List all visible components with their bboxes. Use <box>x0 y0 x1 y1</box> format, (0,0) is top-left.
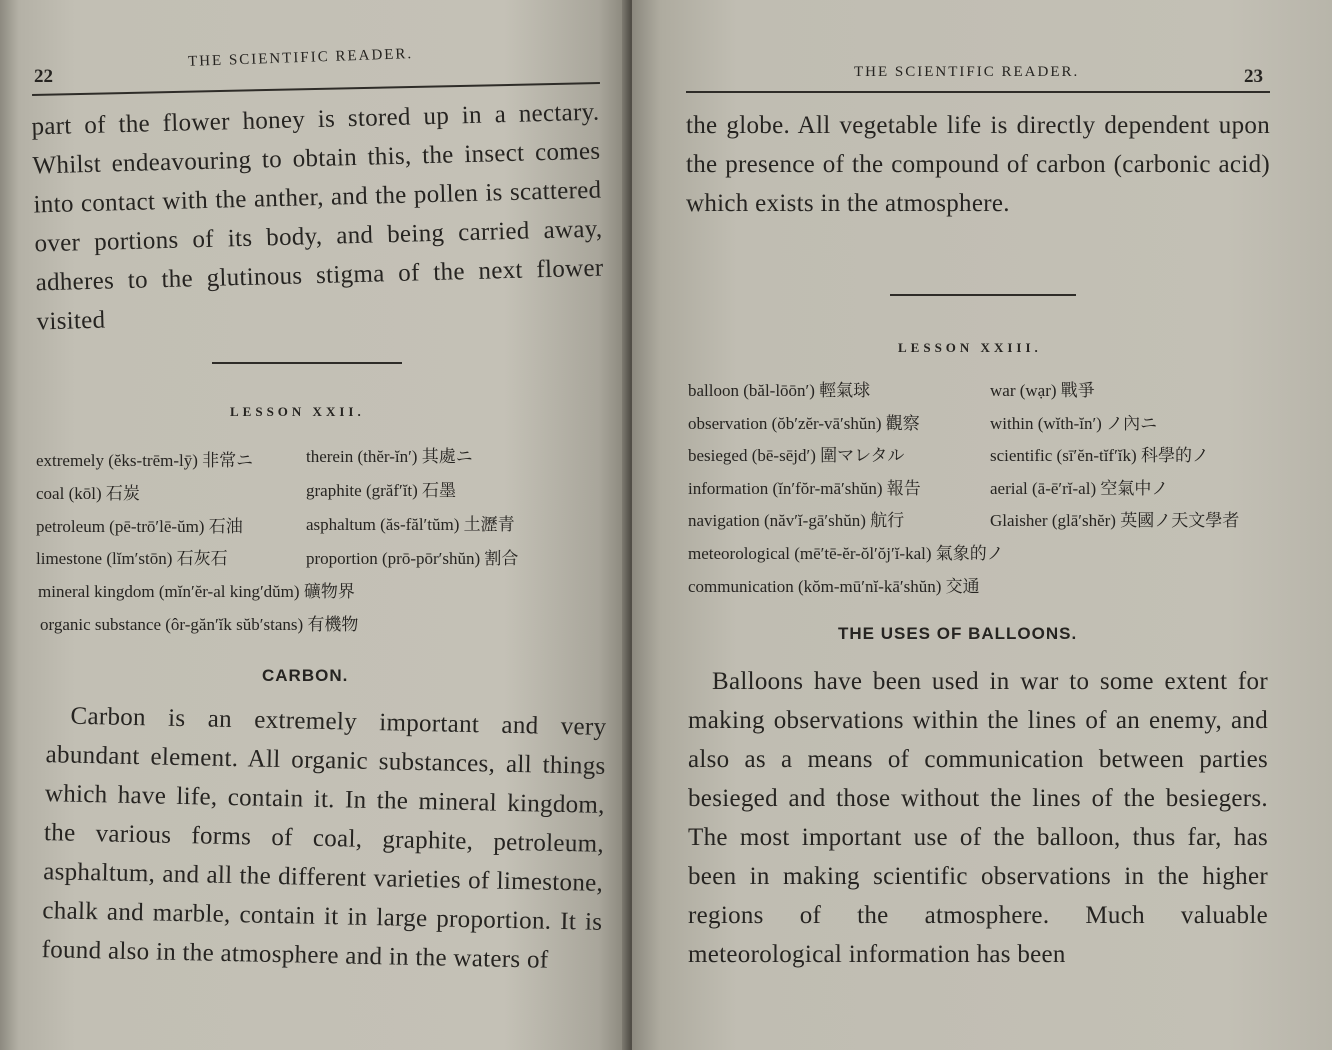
vocab-item: asphaltum (ăs-făl′tŭm) 土瀝青 <box>306 515 515 534</box>
vocab-item: limestone (lĭm′stōn) 石灰石 <box>36 549 228 568</box>
section-heading: THE USES OF BALLOONS. <box>838 624 1078 643</box>
header-rule <box>686 91 1270 93</box>
lesson-title: LESSON XXIII. <box>898 340 1042 355</box>
vocab-item: meteorological (mē′tē-ĕr-ŏl′ŏj′ĭ-kal) 氣象的ノ <box>688 544 1004 563</box>
vocab-item: navigation (năv′ĭ-gā′shŭn) 航行 <box>688 511 905 530</box>
vocab-item: extremely (ĕks-trēm-lȳ) 非常ニ <box>36 451 254 470</box>
page-number: 22 <box>34 66 53 87</box>
vocab-item: aerial (ā-ē′rĭ-al) 空氣中ノ <box>990 479 1169 498</box>
vocab-item: coal (kōl) 石炭 <box>36 484 140 503</box>
right-page <box>632 0 1332 1050</box>
running-head: THE SCIENTIFIC READER. <box>187 46 414 70</box>
left-page <box>0 0 630 1050</box>
vocab-item: within (wĭth-ĭn′) ノ內ニ <box>990 414 1158 433</box>
vocab-item: observation (ŏb′zĕr-vā′shŭn) 觀察 <box>688 414 920 433</box>
vocab-item: scientific (sī′ĕn-tĭf′ĭk) 科學的ノ <box>990 446 1209 465</box>
vocab-item: war (wạr) 戰爭 <box>990 381 1095 400</box>
vocab-item: petroleum (pē-trō′lē-ŭm) 石油 <box>36 517 243 536</box>
vocab-item: balloon (băl-lōōn′) 輕氣球 <box>688 381 871 400</box>
vocabulary-list <box>36 440 616 640</box>
section-divider <box>212 362 402 364</box>
vocab-item: Glaisher (glā′shĕr) 英國ノ天文學者 <box>990 511 1240 530</box>
vocab-item: besieged (bē-sējd′) 圍マレタル <box>688 446 905 465</box>
section-divider <box>890 294 1076 296</box>
section-paragraph: Balloons have been used in war to some extent for making observations within the lines of an enemy, and also as a means of communication between parties besieged and those without the lines of the besiegers. The most important use of the balloon, thus far, has been in making scientific observations in the higher regions of the atmosphere. Much valuable meteorological information has been <box>688 668 1268 968</box>
vocab-item: mineral kingdom (mĭn′ĕr-al king′dŭm) 礦物界 <box>38 582 355 601</box>
vocab-item: information (ĭn′fŏr-mā′shŭn) 報告 <box>688 479 921 498</box>
opening-paragraph: the globe. All vegetable life is directly dependent upon the presence of the compound of carbon (carbonic acid) which exists in the atmosphere. <box>686 112 1270 217</box>
vocabulary-list <box>688 376 1288 606</box>
section-heading: CARBON. <box>262 666 349 685</box>
running-head: THE SCIENTIFIC READER. <box>854 64 1080 80</box>
vocab-item: graphite (grăf′ĭt) 石墨 <box>306 481 457 500</box>
vocab-item: communication (kŏm-mū′nĭ-kā′shŭn) 交通 <box>688 577 980 596</box>
vocab-item: proportion (prō-pōr′shŭn) 割合 <box>306 549 519 568</box>
vocab-item: therein (thĕr-ĭn′) 其處ニ <box>306 447 473 466</box>
section-paragraph: Carbon is an extremely important and very abundant element. All organic substances, all things which have life, contain it. In the mineral kingdom, the various forms of coal, graphite, petroleum, asphaltum, and all the different varieties of limestone, chalk and marble, contain it in large proportion. It is found also in the atmosphere and in the waters of <box>41 702 607 974</box>
lesson-title: LESSON XXII. <box>230 404 365 419</box>
vocab-item: organic substance (ôr-găn′ĭk sŭb′stans) 有機物 <box>40 615 359 634</box>
page-number: 23 <box>1244 66 1263 87</box>
opening-paragraph: part of the flower honey is stored up in a nectary. Whilst endeavouring to obtain this, the insect comes into contact with the anther, and the pollen is scattered over portions of its body, and being carried away, adheres to the glutinous stigma of the next flower visited <box>31 98 604 336</box>
